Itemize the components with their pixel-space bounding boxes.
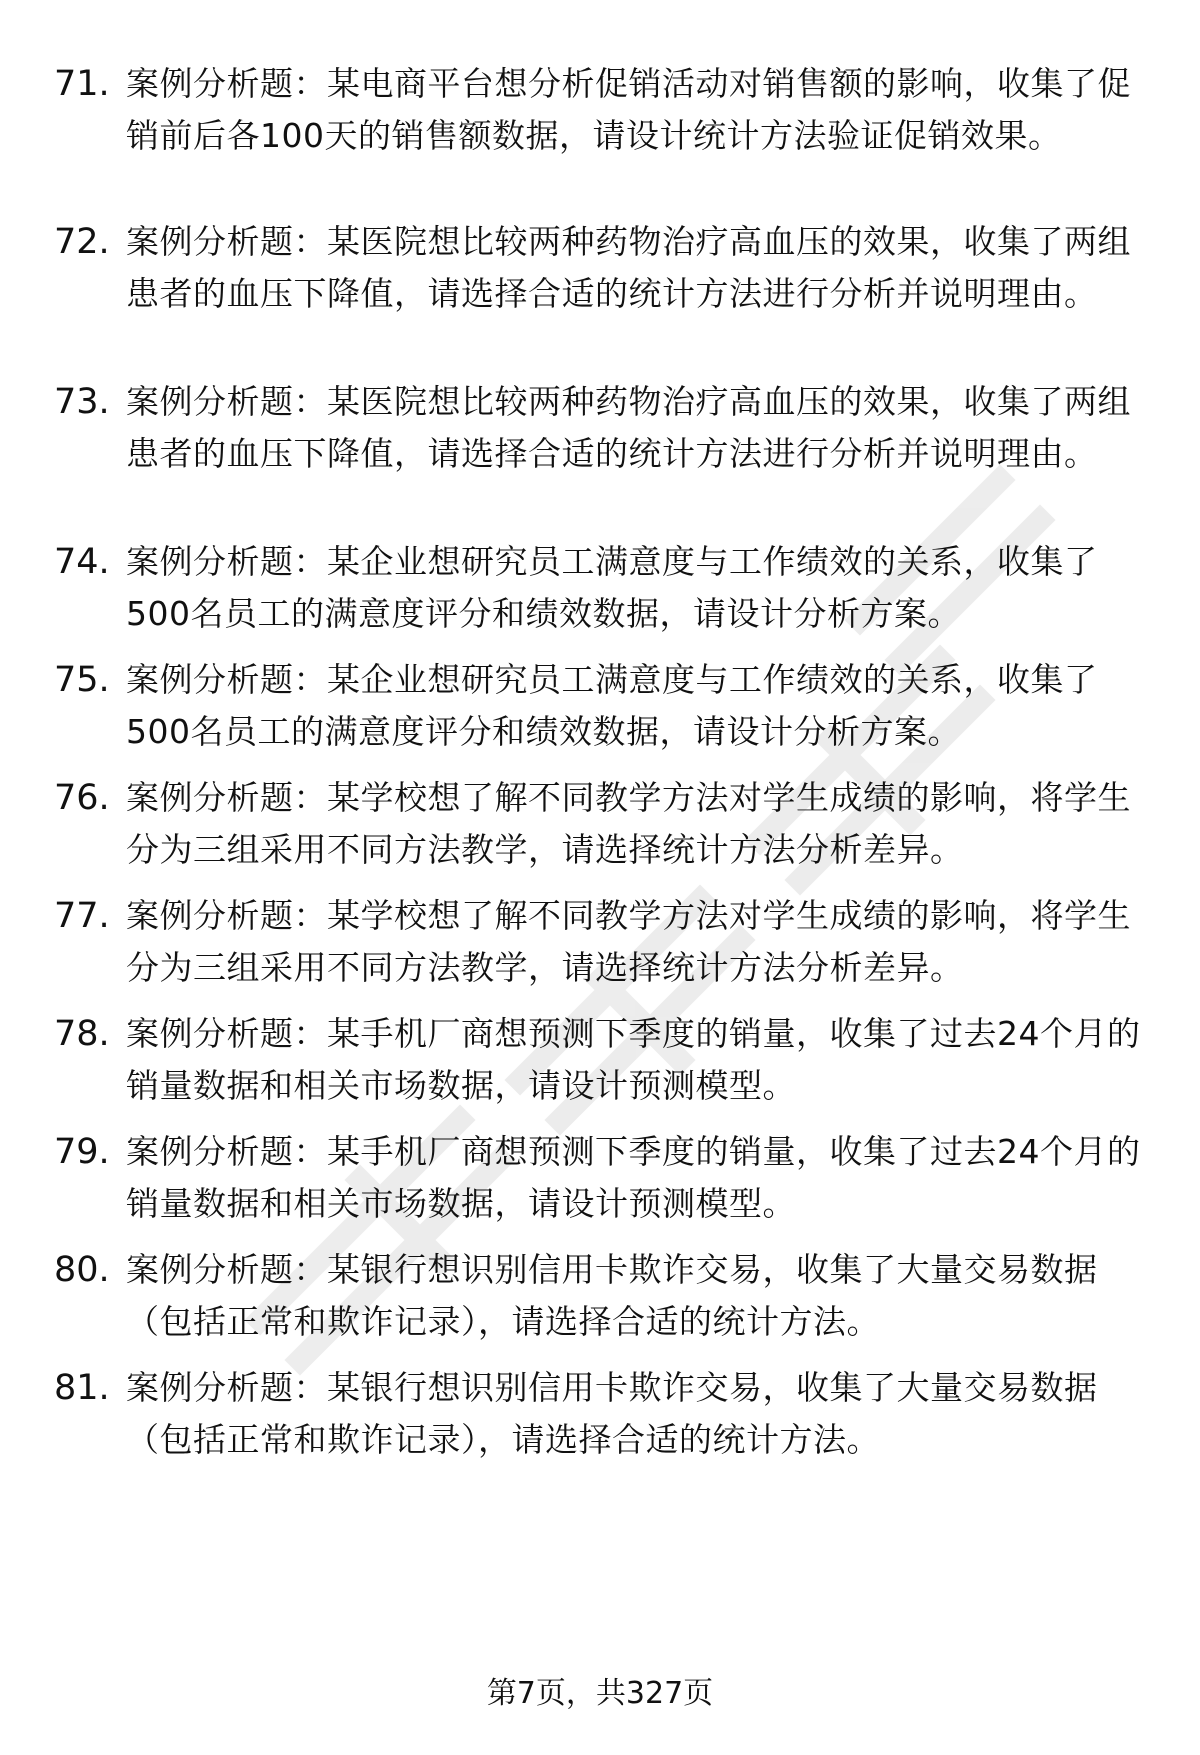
question-text: 案例分析题：某手机厂商想预测下季度的销量，收集了过去24个月的销量数据和相关市场数据，请设计预测模型。 bbox=[126, 1014, 1141, 1105]
page-number: 第7页，共327页 bbox=[486, 1676, 714, 1711]
question-number: 78. bbox=[54, 1014, 110, 1054]
question-number: 74. bbox=[54, 542, 110, 582]
question-text: 案例分析题：某医院想比较两种药物治疗高血压的效果，收集了两组患者的血压下降值，请选择合适的统计方法进行分析并说明理由。 bbox=[126, 222, 1131, 313]
question-number: 76. bbox=[54, 778, 110, 818]
question-number: 79. bbox=[54, 1132, 110, 1172]
question-text: 案例分析题：某银行想识别信用卡欺诈交易，收集了大量交易数据（包括正常和欺诈记录），请选择合适的统计方法。 bbox=[126, 1250, 1098, 1341]
question-text: 案例分析题：某手机厂商想预测下季度的销量，收集了过去24个月的销量数据和相关市场数据，请设计预测模型。 bbox=[126, 1132, 1141, 1223]
question-number: 72. bbox=[54, 222, 110, 262]
question-number: 71. bbox=[54, 64, 110, 104]
question-text: 案例分析题：某学校想了解不同教学方法对学生成绩的影响，将学生分为三组采用不同方法教学，请选择统计方法分析差异。 bbox=[126, 778, 1131, 869]
question-number: 75. bbox=[54, 660, 110, 700]
question-text: 案例分析题：某电商平台想分析促销活动对销售额的影响，收集了促销前后各100天的销售额数据，请设计统计方法验证促销效果。 bbox=[126, 64, 1131, 155]
question-text: 案例分析题：某学校想了解不同教学方法对学生成绩的影响，将学生分为三组采用不同方法教学，请选择统计方法分析差异。 bbox=[126, 896, 1131, 987]
question-number: 77. bbox=[54, 896, 110, 936]
question-number: 81. bbox=[54, 1368, 110, 1408]
question-text: 案例分析题：某企业想研究员工满意度与工作绩效的关系，收集了500名员工的满意度评分和绩效数据，请设计分析方案。 bbox=[126, 542, 1098, 633]
question-text: 案例分析题：某医院想比较两种药物治疗高血压的效果，收集了两组患者的血压下降值，请选择合适的统计方法进行分析并说明理由。 bbox=[126, 382, 1131, 473]
question-text: 案例分析题：某银行想识别信用卡欺诈交易，收集了大量交易数据（包括正常和欺诈记录），请选择合适的统计方法。 bbox=[126, 1368, 1098, 1459]
question-number: 80. bbox=[54, 1250, 110, 1290]
question-text: 案例分析题：某企业想研究员工满意度与工作绩效的关系，收集了500名员工的满意度评分和绩效数据，请设计分析方案。 bbox=[126, 660, 1098, 751]
question-number: 73. bbox=[54, 382, 110, 422]
